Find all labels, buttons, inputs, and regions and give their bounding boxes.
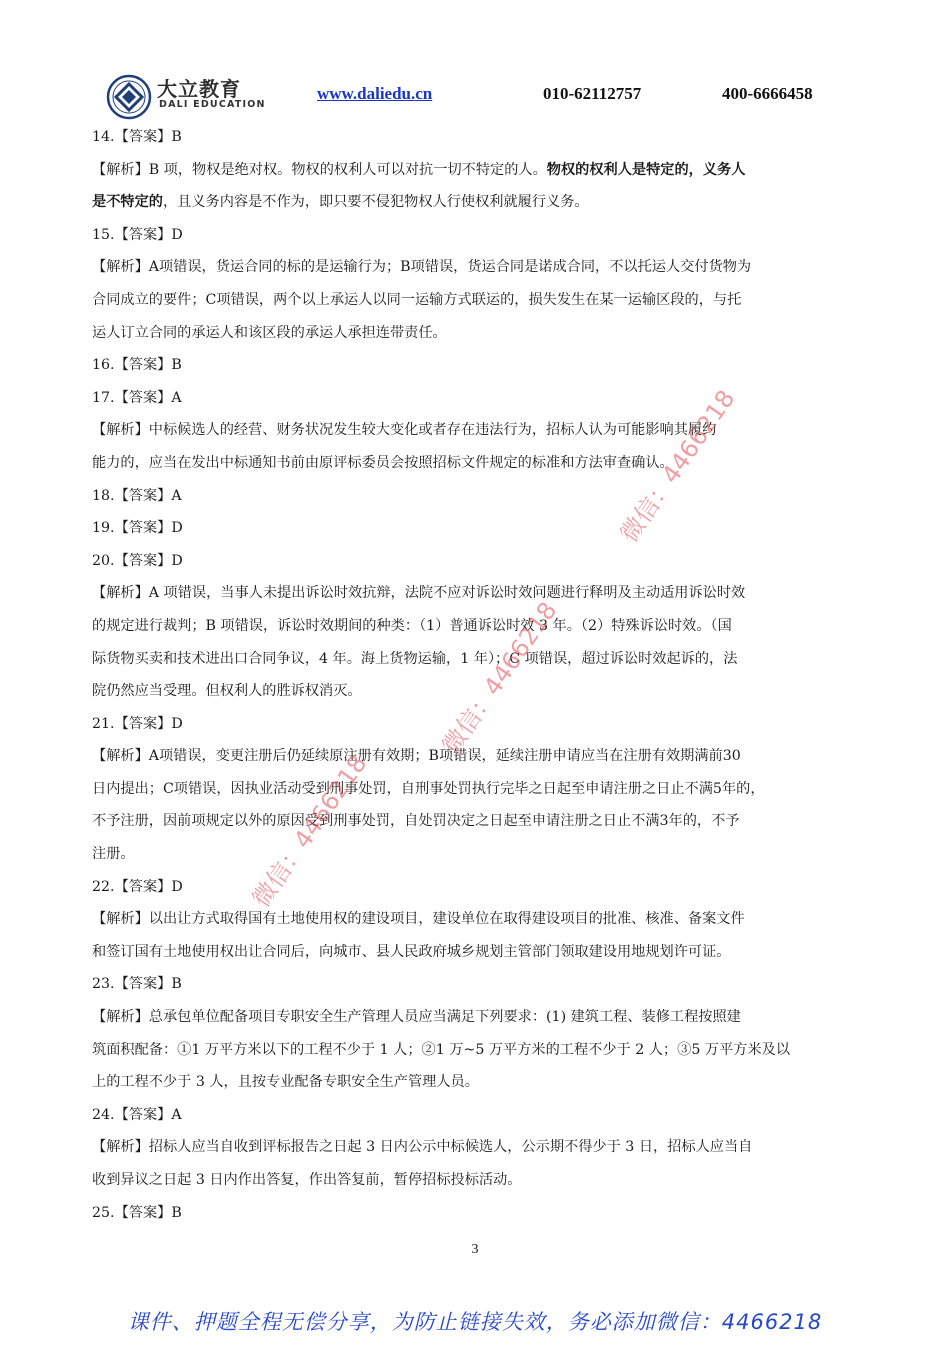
text-line: 14.【答案】B [92,129,182,145]
text-line: 16.【答案】B [92,357,182,374]
footer-notice: 课件、押题全程无偿分享，为防止链接失效，务必添加微信：4466218 [127,1310,823,1334]
text-line: 24.【答案】A [92,1106,182,1123]
phone-number-1: 010-62112757 [543,84,642,103]
text-line: 【解析】总承包单位配备项目专职安全生产管理人员应当满足下列要求：(1) 建筑工程、装修工程按照建 [92,1009,741,1026]
text-line: 【解析】B 项，物权是绝对权。物权的权利人可以对抗一切不特定的人。物权的权利人是特定的，义务人 [92,161,746,178]
watermark: 微信：4466218 [436,596,563,760]
brand-name-cn: 大立教育 [157,77,241,101]
text-line: 上的工程不少于 3 人，且按专业配备专职安全生产管理人员。 [92,1074,479,1091]
text-line: 运人订立合同的承运人和该区段的承运人承担连带责任。 [92,324,447,341]
text-line: 【解析】A 项错误，当事人未提出诉讼时效抗辩，法院不应对诉讼时效问题进行释明及主动适用诉讼时效 [92,585,746,602]
dali-logo-icon [106,74,152,120]
text-line: 【解析】A项错误，变更注册后仍延续原注册有效期；B项错误，延续注册申请应当在注册有效期满前30 [92,748,741,765]
page-header [0,0,950,120]
text-line: 23.【答案】B [92,976,182,993]
text-line: 院仍然应当受理。但权利人的胜诉权消灭。 [92,683,362,700]
brand-name-en: DALI EDUCATION [159,99,266,110]
text-line: 【解析】招标人应当自收到评标报告之日起 3 日内公示中标候选人，公示期不得少于 3 日，招标人应当自 [92,1139,753,1156]
text-line: 是不特定的，且义务内容是不作为，即只要不侵犯物权人行使权利就履行义务。 [92,194,589,211]
text-line: 【解析】中标候选人的经营、财务状况发生较大变化或者存在违法行为，招标人认为可能影响其履约 [92,422,717,439]
text-line: 收到异议之日起 3 日内作出答复，作出答复前，暂停招标投标活动。 [92,1172,522,1188]
text-line: 不予注册，因前项规定以外的原因受到刑事处罚，自处罚决定之日起至申请注册之日止不满3年的，不予 [92,813,740,830]
text-line: 20.【答案】D [92,552,183,569]
watermark: 微信：4466218 [246,749,373,913]
text-line: 能力的，应当在发出中标通知书前由原评标委员会按照招标文件规定的标准和方法审查确认。 [92,454,674,471]
text-line: 【解析】以出让方式取得国有土地使用权的建设项目，建设单位在取得建设项目的批准、核准、备案文件 [92,911,745,928]
website-link[interactable]: www.daliedu.cn [317,84,433,103]
text-line: 际货物买卖和技术进出口合同争议，4 年。海上货物运输，1 年）；C 项错误，超过诉讼时效起诉的，法 [92,650,738,667]
text-line: 的规定进行裁判；B 项错误，诉讼时效期间的种类：（1）普通诉讼时效 3 年。（2）特殊诉讼时效。（国 [92,617,732,634]
page-number: 3 [471,1242,479,1257]
watermark: 微信：4466218 [614,384,741,548]
text-line: 17.【答案】A [92,389,182,406]
text-line: 日内提出；C项错误，因执业活动受到刑事处罚，自刑事处罚执行完毕之日起至申请注册之日止不满5年的， [92,780,765,797]
text-line: 18.【答案】A [92,487,182,504]
text-line: 22.【答案】D [92,878,183,895]
text-line: 【解析】A项错误，货运合同的标的是运输行为；B项错误，货运合同是诺成合同，不以托运人交付货物为 [92,259,752,276]
text-line: 筑面积配备：①1 万平方米以下的工程不少于 1 人；②1 万~5 万平方米的工程不少于 2 人；③5 万平方米及以 [92,1041,791,1058]
text-line: 25.【答案】B [92,1204,182,1221]
text-line: 合同成立的要件；C项错误，两个以上承运人以同一运输方式联运的，损失发生在某一运输区段的，与托 [92,291,742,308]
text-line: 15.【答案】D [92,226,183,243]
phone-number-2: 400-6666458 [722,84,813,103]
text-line: 注册。 [92,846,135,863]
text-line: 19.【答案】D [92,520,183,537]
text-line: 和签订国有土地使用权出让合同后，向城市、县人民政府城乡规划主管部门领取建设用地规划许可证。 [92,943,731,960]
text-line: 21.【答案】D [92,715,183,732]
